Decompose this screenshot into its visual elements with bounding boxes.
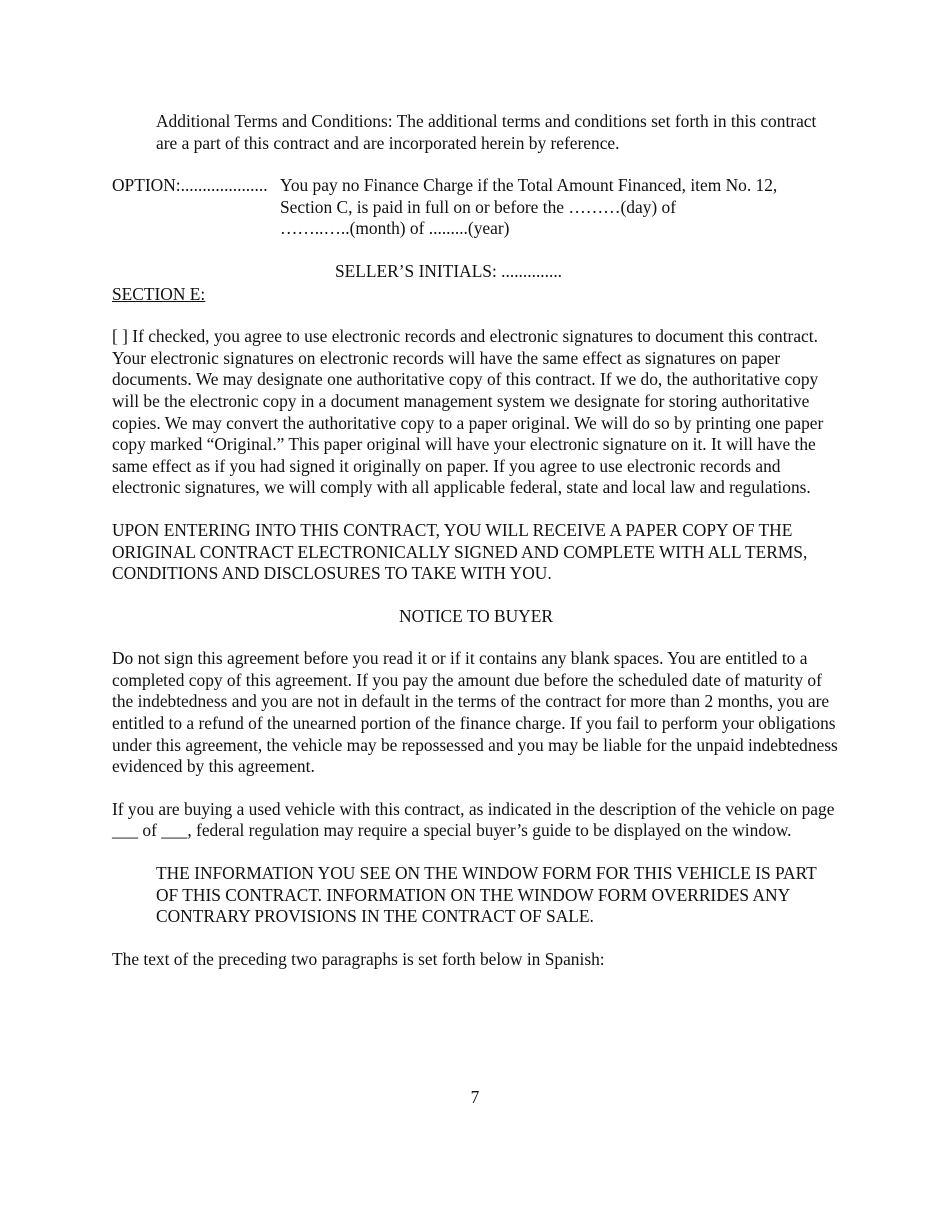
window-form-paragraph: THE INFORMATION YOU SEE ON THE WINDOW FORM FOR THIS VEHICLE IS PART OF THIS CONTRACT. INFORMATION ON THE WINDOW FORM OVERRIDES ANY CONTRARY PROVISIONS IN THE CONTRACT OF SALE. [156, 863, 817, 927]
option-line-2: Section C, is paid in full on or before the ………(day) of [280, 196, 677, 217]
electronic-records-paragraph: [ ] If checked, you agree to use electronic records and electronic signatures to document this contract. Your electronic signatures on electronic records will have the same effect as signatures on paper documents. We may designate one authoritative copy of this contract. If we do, the authoritative copy will be the electronic copy in a document management system we designate for storing authoritative copies. We may convert the authoritative copy to a paper original. We will do so by printing one paper copy marked “Original.” This paper original will have your electronic signature on it. It will have the same effect as if you had signed it originally on paper. If you agree to use electronic records and electronic signatures, we will comply with all applicable federal, state and local law and regulations. [112, 326, 824, 498]
page-number: 7 [470, 1087, 480, 1107]
option-clause [112, 175, 840, 240]
option-line-3: ……..…..(month) of .........(year) [280, 218, 510, 239]
option-label: OPTION:.................... [112, 175, 268, 196]
used-vehicle-paragraph: If you are buying a used vehicle with this contract, as indicated in the description of the vehicle on page ___ of ___, federal regulation may require a special buyer’s guide to be displayed on the window. [112, 798, 835, 841]
notice-to-buyer-paragraph: Do not sign this agreement before you read it or if it contains any blank spaces. You are entitled to a completed copy of this agreement. If you pay the amount due before the scheduled date of maturity of the indebtedness and you are not in default in the terms of the contract for more than 2 months, you are entitled to a refund of the unearned portion of the finance charge. If you fail to perform your obligations under this agreement, the vehicle may be repossessed and you may be liable for the unpaid indebtedness evidenced by this agreement. [112, 648, 838, 777]
additional-terms-paragraph: Additional Terms and Conditions: The additional terms and conditions set forth in this contract are a part of this contract and are incorporated herein by reference. [156, 111, 817, 153]
seller-initials: SELLER’S INITIALS: .............. [335, 260, 563, 281]
paper-copy-paragraph: UPON ENTERING INTO THIS CONTRACT, YOU WILL RECEIVE A PAPER COPY OF THE ORIGINAL CONTRACT ELECTRONICALLY SIGNED AND COMPLETE WITH ALL TERMS, CONDITIONS AND DISCLOSURES TO TAKE WITH YOU. [112, 519, 808, 584]
section-e-heading: SECTION E: [112, 283, 206, 304]
option-text [280, 175, 840, 240]
spanish-note: The text of the preceding two paragraphs is set forth below in Spanish: [112, 948, 605, 969]
document-page [112, 111, 840, 970]
option-line-1: You pay no Finance Charge if the Total Amount Financed, item No. 12, [280, 175, 778, 196]
notice-to-buyer-heading: NOTICE TO BUYER [399, 605, 553, 626]
